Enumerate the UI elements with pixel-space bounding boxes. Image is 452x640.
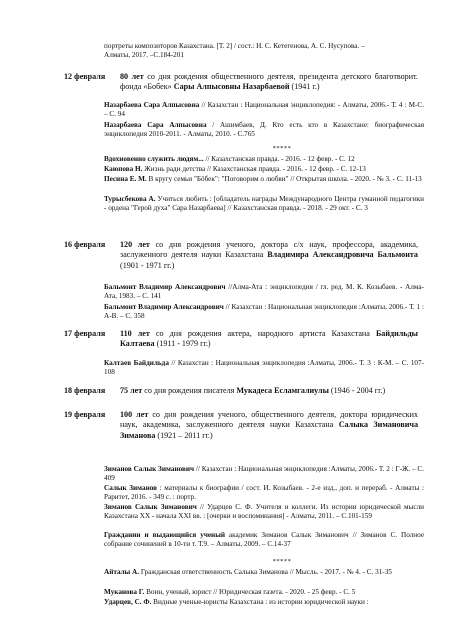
ref-text: //Алма-Ата : энциклопедия / гл. ред. М. К. Козыбаев. - Алма-Ата, 1983. – С. 141 (104, 283, 424, 300)
ref-text: Воин, ученый, юрист // Юридическая газета. - 2020. - 25 февр. - С. 5 (144, 588, 356, 596)
reference (104, 283, 424, 301)
reference (104, 175, 424, 184)
anniversary: 120 лет (120, 240, 150, 249)
ref-text: // Казахстанская правда. - 2016. - 12 февр. - С. 12 (203, 155, 355, 163)
ref-author: Турысбекова А. (104, 195, 156, 203)
person-name: Мукадеса Есламгалиулы (236, 386, 329, 395)
ref-author: Каюпова Н. (104, 165, 143, 173)
reference (104, 598, 424, 607)
reference (104, 531, 424, 549)
ref-text: // Ударцев С. Ф. Учителя и коллеги. Из истории юридической мысли Казахстана XX - начала XXI вв. : [очерки и воспоминания] - Алматы, 2011. – С.101-159 (104, 503, 425, 520)
event-years: (1901 - 1971 гг.) (120, 260, 175, 270)
person-name: Байдильды Калтаева (120, 329, 418, 349)
ref-author: Бальмонт Владимир Александрович (104, 283, 226, 291)
event-date: 16 февраля (64, 240, 106, 249)
event-16-feb (64, 240, 424, 274)
ref-author: Муканова Г. (104, 588, 145, 596)
entry-text: Алматы, 2017. –С.184-201 (104, 51, 184, 59)
separator-stars: ***** (272, 558, 292, 565)
ref-text: // Казахстан : Национальная энциклопедия :Алматы, 2006.- Т. 2 : Г-Ж. – С. 409 (104, 465, 424, 482)
event-text: со дня рождения ученого, доктора с/х наук, профессора, академика, заслуженного деятеля науки Казахстана (120, 240, 418, 260)
event-17-feb (64, 329, 424, 353)
reference (104, 484, 424, 502)
event-description (120, 410, 418, 441)
event-date: 19 февраля (64, 410, 106, 419)
anniversary: 75 лет (120, 386, 143, 395)
reference (104, 165, 424, 174)
reference (104, 303, 424, 321)
event-text: со дня рождения ученого, общественного деятеля, доктора юридических наук, академика, заслуженного деятеля науки Казахстана (120, 410, 418, 430)
person-name: Салыка Зимановича Зиманова (120, 420, 419, 440)
ref-text: Учиться любить : [обладатель награды Международного Центра гуманной педагогики - ордена "Герой духа" Сара Назарбаева] // Казахстанская правда. - 2018. - 29 окт. - С. 3 (104, 195, 424, 212)
anniversary: 100 лет (120, 410, 149, 419)
ref-author: Калтаев Байдильда (104, 359, 169, 367)
ref-text: Видные ученые-юристы Казахстана : из истории юридической науки : (151, 598, 369, 606)
reference (104, 121, 424, 139)
event-date: 12 февраля (64, 72, 106, 81)
ref-text: академик Зиманов Салык Зиманович // Зиманов С. Полное собрание сочинений в 10-ти т. Т.9. – Алматы, 2009. – С.14-37 (104, 531, 425, 548)
ref-author: Гражданин и выдающийся ученый (104, 531, 225, 539)
event-description (120, 329, 418, 350)
ref-author: Зиманов Салык Зиманович (104, 465, 195, 473)
event-text: со дня рождения актера, народного артиста Казахстана (149, 329, 376, 338)
event-years: (1911 - 1979 гг.) (154, 339, 211, 349)
reference (104, 588, 424, 597)
reference (104, 465, 424, 483)
ref-text: // Казахстан : Национальная энциклопедия: - Алматы, 2006.- Т. 4 : М-С. – С. 94 (104, 101, 424, 118)
event-date: 18 февраля (64, 386, 106, 395)
anniversary: 80 лет (120, 72, 144, 81)
ref-text: / Ашимбаев, Д. Кто есть кто в Казахстане: биографическая энциклопедия 2010-2011. - Алматы, 2010. - С.765 (104, 121, 425, 138)
ref-author: Айталы А. (104, 568, 140, 576)
reference (104, 568, 424, 577)
ref-author: Зиманов Салык Зиманович (104, 503, 197, 511)
ref-text: // Казахстан : Национальная энциклопедия :Алматы, 2006.- Т. 1 : А-В. – С. 358 (104, 303, 424, 320)
separator-stars: ***** (272, 145, 292, 152)
event-text: со дня рождения писателя (142, 386, 237, 395)
event-description (120, 386, 418, 396)
event-12-feb (64, 72, 424, 96)
ref-author: Бальмонт Владимир Александрович (104, 303, 224, 311)
ref-author: Песина Е. М. (104, 175, 147, 183)
entry-text: портреты композиторов Казахстана. [Т. 2] / сост.: Н. С. Кетегенова, А. С. Нусупова. – (104, 42, 365, 50)
event-text: со дня рождения общественного деятеля, президента детского благотворит. фонда «Бобек» (120, 72, 418, 92)
ref-author: Назарбаева Сара Алпысовна (104, 121, 207, 129)
ref-author: Вдохновенно служить людям... (104, 155, 204, 163)
ref-text: : материалы к биографии / сост. И. Козыбаев. - 2-е изд., доп. и перераб. - Алматы : Раритет, 2016. - 349 с. : портр. (104, 484, 424, 501)
person-name: Владимира Александровича Бальмонта (267, 250, 418, 260)
event-years: (1921 – 2011 гг.) (155, 430, 213, 440)
event-years: (1946 - 2004 гг.) (328, 386, 386, 395)
event-19-feb (64, 410, 424, 454)
event-description (120, 72, 418, 93)
ref-author: Салык Зиманов (104, 484, 158, 492)
continuation-entry (104, 42, 424, 60)
ref-text: Жизнь ради детства // Казахстанская правда. - 2016. - 12 февр. - С. 12-13 (142, 165, 366, 173)
ref-text: В кругу семьи "Бӧбек": "Поговорим о любви" // Открытая школа. - 2020. - № 3. - С. 11-13 (146, 175, 422, 183)
ref-text: Гражданская ответственность Салыка Зиманова // Мысль. - 2017. - № 4. - С. 31-35 (139, 568, 392, 576)
reference (104, 359, 424, 377)
anniversary: 110 лет (120, 329, 150, 338)
ref-text: // Казахстан : Национальная энциклопедия :Алматы, 2006.- Т. 3 : К-М. – С. 107-108 (104, 359, 424, 376)
person-name: Сары Алпысовны Назарбаевой (173, 82, 290, 92)
reference (104, 155, 424, 164)
ref-author: Ударцев, С. Ф. (104, 598, 152, 606)
reference (104, 503, 424, 521)
event-years: (1941 г.) (289, 82, 320, 92)
event-date: 17 февраля (64, 329, 106, 338)
ref-author: Назарбаева Сара Алпысовна (104, 101, 200, 109)
reference (104, 195, 424, 213)
reference (104, 101, 424, 119)
event-description (120, 240, 418, 271)
event-18-feb (64, 386, 424, 398)
